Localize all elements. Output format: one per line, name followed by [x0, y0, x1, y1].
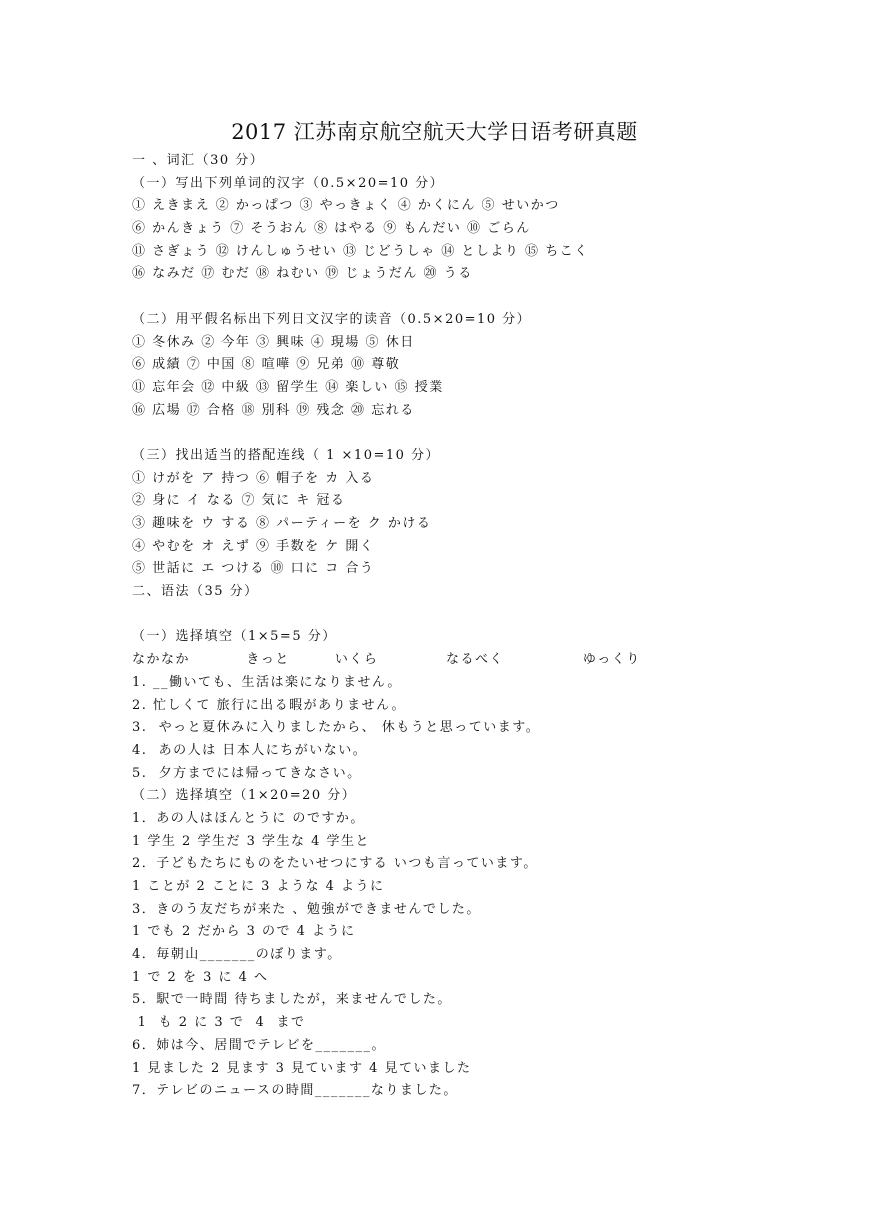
text-line: ④ やむを オ えず ⑨ 手数を ケ 開く	[132, 538, 375, 554]
subsection-heading: （一）写出下列单词的汉字（0.5×20=10 分）	[132, 175, 445, 191]
text-line: ⑯ 広場 ⑰ 合格 ⑱ 別科 ⑲ 残念 ⑳ 忘れる	[132, 402, 415, 418]
question-line: 3. やっと夏休みに入りましたから、 休もうと思っています。	[132, 720, 541, 736]
options-line: 1 で 2 を 3 に 4 へ	[132, 969, 269, 985]
section-heading: 二、语法（35 分）	[132, 584, 259, 600]
document-body	[132, 150, 832, 1103]
question-line: 2. 忙しくて 旅行に出る暇がありません。	[132, 697, 406, 713]
options-line: 1 ことが 2 ことに 3 ような 4 ように	[132, 879, 385, 894]
choice-list: なかなか きっと いくら なるべく ゆっくり	[132, 652, 641, 668]
subsection-heading: （二）选择填空（1×20=20 分）	[132, 788, 357, 804]
text-line: ① えきまえ ② かっぱつ ③ やっきょく ④ かくにん ⑤ せいかつ	[132, 198, 560, 214]
section-heading: 一 、词汇（30 分）	[132, 153, 265, 168]
text-line: ⑪ さぎょう ⑫ けんしゅうせい ⑬ じどうしゃ ⑭ としより ⑮ ちこく	[132, 243, 589, 259]
spacer	[132, 604, 832, 627]
question-line: 4. あの人は 日本人にちがいない。	[132, 742, 368, 758]
question-line: 7．テレビのニュースの時間_______なりました。	[132, 1083, 458, 1099]
text-line: ⑥ 成績 ⑦ 中国 ⑧ 喧嘩 ⑨ 兄弟 ⑩ 尊敬	[132, 357, 401, 373]
question-line: 1．あの人はほんとうに のですか。	[132, 810, 365, 826]
spacer	[132, 286, 832, 309]
question-line: 3．きのう友だちが来た 、勉強ができませんでした。	[132, 901, 481, 917]
options-line: 1 でも 2 だから 3 ので 4 ように	[132, 924, 356, 940]
question-line: 1. __働いても、生活は楽になりません。	[132, 674, 402, 690]
text-line: ⑥ かんきょう ⑦ そうおん ⑧ はやる ⑨ もんだい ⑩ ごらん	[132, 221, 531, 237]
question-line: 4．毎朝山_______のぼります。	[132, 947, 342, 963]
document-title: 2017 江苏南京航空航天大学日语考研真题	[231, 120, 638, 144]
question-line: 5. 夕方までには帰ってきなさい。	[132, 765, 362, 781]
question-line: 2．子どもたちにものをたいせつにする いつも言っています。	[132, 856, 538, 872]
text-line: ③ 趣味を ウ する ⑧ パーティーを ク かける	[132, 516, 432, 531]
options-line: 1 学生 2 学生だ 3 学生な 4 学生と	[132, 833, 371, 849]
text-line: ⑯ なみだ ⑰ むだ ⑱ ねむい ⑲ じょうだん ⑳ うる	[132, 266, 473, 282]
text-line: ② 身に イ なる ⑦ 気に キ 冠る	[132, 493, 346, 509]
text-line: ⑪ 忘年会 ⑫ 中級 ⑬ 留学生 ⑭ 楽しい ⑮ 授業	[132, 379, 444, 395]
options-line: 1 も 2 に 3 で 4 まで	[132, 1015, 306, 1031]
spacer	[132, 422, 832, 445]
text-line: ① けがを ア 持つ ⑥ 帽子を カ 入る	[132, 470, 375, 486]
subsection-heading: （二）用平假名标出下列日文汉字的读音（0.5×20=10 分）	[132, 311, 532, 327]
text-line: ① 冬休み ② 今年 ③ 興味 ④ 現場 ⑤ 休日	[132, 334, 415, 350]
options-line: 1 見ました 2 見ます 3 見ています 4 見ていました	[132, 1060, 472, 1076]
subsection-heading: （一）选择填空（1×5=5 分）	[132, 629, 337, 645]
question-line: 5．駅で一時間 待ちましたが，来ませんでした。	[132, 992, 452, 1008]
text-line: ⑤ 世話に エ つける ⑩ 口に コ 合う	[132, 561, 375, 577]
subsection-heading: （三）找出适当的搭配连线（ 1 ×10=10 分）	[132, 447, 441, 463]
question-line: 6．姉は今、居間でテレビを_______。	[132, 1037, 387, 1053]
